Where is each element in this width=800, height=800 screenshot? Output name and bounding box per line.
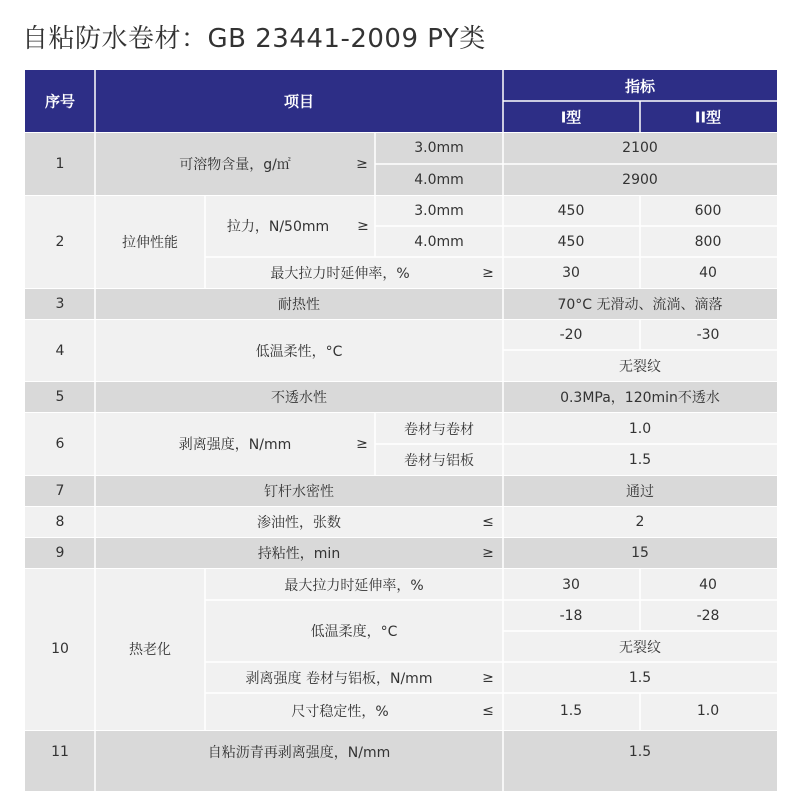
row-subitem: 最大拉力时延伸率，% (284, 578, 424, 594)
row-item: 不透水性 (271, 390, 327, 406)
row-value: 2100 (622, 140, 658, 156)
row-value: 1.0 (696, 703, 720, 719)
row-value: 30 (562, 577, 580, 593)
row-value: 40 (699, 577, 717, 593)
row-value: 450 (557, 234, 585, 250)
row-value: 70°C 无滑动、流淌、滴落 (557, 297, 723, 313)
row-condition: 卷材与铝板 (404, 453, 474, 469)
row-no: 4 (55, 343, 65, 359)
row-operator: ≤ (482, 703, 494, 719)
row-value: 15 (631, 545, 649, 561)
row-operator: ≤ (482, 514, 494, 530)
row-value: 40 (699, 265, 717, 281)
row-subitem: 尺寸稳定性，% (291, 704, 389, 720)
row-item: 热老化 (129, 642, 171, 658)
row-item: 渗油性，张数 (257, 515, 341, 531)
row-item: 可溶物含量，g/㎡ (179, 157, 291, 173)
header-type2: II型 (694, 108, 722, 127)
row-item: 钉杆水密性 (264, 484, 334, 500)
row-value: 1.5 (628, 670, 652, 686)
row-no: 6 (55, 436, 65, 452)
row-no: 3 (55, 296, 65, 312)
row-no: 1 (55, 156, 65, 172)
row-value: 2900 (622, 172, 658, 188)
row-value: 通过 (626, 484, 654, 500)
header-item: 项目 (283, 92, 315, 111)
row-operator: ≥ (356, 156, 368, 172)
row-item: 持粘性，min (257, 546, 341, 562)
row-no: 2 (55, 234, 65, 250)
header-no: 序号 (44, 92, 76, 111)
row-item: 剥离强度，N/mm (178, 437, 292, 453)
row-operator: ≥ (482, 545, 494, 561)
row-item: 拉伸性能 (122, 235, 178, 251)
row-operator: ≥ (482, 670, 494, 686)
row-operator: ≥ (482, 265, 494, 281)
row-condition: 3.0mm (414, 203, 464, 219)
page-title: 自粘防水卷材：GB 23441-2009 PY类 (22, 24, 486, 54)
row-value: 600 (694, 203, 722, 219)
row-no: 9 (55, 545, 65, 561)
row-no: 7 (55, 483, 65, 499)
header-index: 指标 (624, 77, 656, 96)
row-condition: 3.0mm (414, 140, 464, 156)
row-value: -28 (696, 608, 720, 624)
row-subitem: 拉力，N/50mm (226, 219, 330, 235)
row-value: -18 (559, 608, 583, 624)
row-value: 2 (635, 514, 645, 530)
row-value: 无裂纹 (619, 640, 661, 656)
row-subitem: 最大拉力时延伸率，% (270, 266, 410, 282)
row-value: 1.5 (628, 744, 652, 760)
row-value: -30 (696, 327, 720, 343)
row-no: 11 (51, 744, 69, 760)
row-condition: 4.0mm (414, 234, 464, 250)
row-no: 5 (55, 389, 65, 405)
row-subitem: 剥离强度 卷材与铝板，N/mm (245, 671, 433, 687)
row-value: 450 (557, 203, 585, 219)
row-value: 800 (694, 234, 722, 250)
row-value: 1.5 (559, 703, 583, 719)
row-value: 30 (562, 265, 580, 281)
row-condition: 卷材与卷材 (404, 422, 474, 438)
spec-table (25, 70, 777, 791)
row-item: 低温柔性，°C (255, 344, 343, 360)
row-operator: ≥ (356, 436, 368, 452)
row-operator: ≥ (357, 218, 369, 234)
row-value: 1.5 (628, 452, 652, 468)
row-value: -20 (559, 327, 583, 343)
row-value: 1.0 (628, 421, 652, 437)
row-item: 耐热性 (278, 297, 320, 313)
row-condition: 4.0mm (414, 172, 464, 188)
row-value: 无裂纹 (619, 359, 661, 375)
row-subitem: 低温柔度，°C (310, 624, 398, 640)
row-value: 0.3MPa，120min不透水 (560, 390, 720, 406)
row-no: 8 (55, 514, 65, 530)
row-no: 10 (51, 641, 69, 657)
header-type1: I型 (560, 108, 582, 127)
row-item: 自粘沥青再剥离强度，N/mm (207, 745, 391, 761)
